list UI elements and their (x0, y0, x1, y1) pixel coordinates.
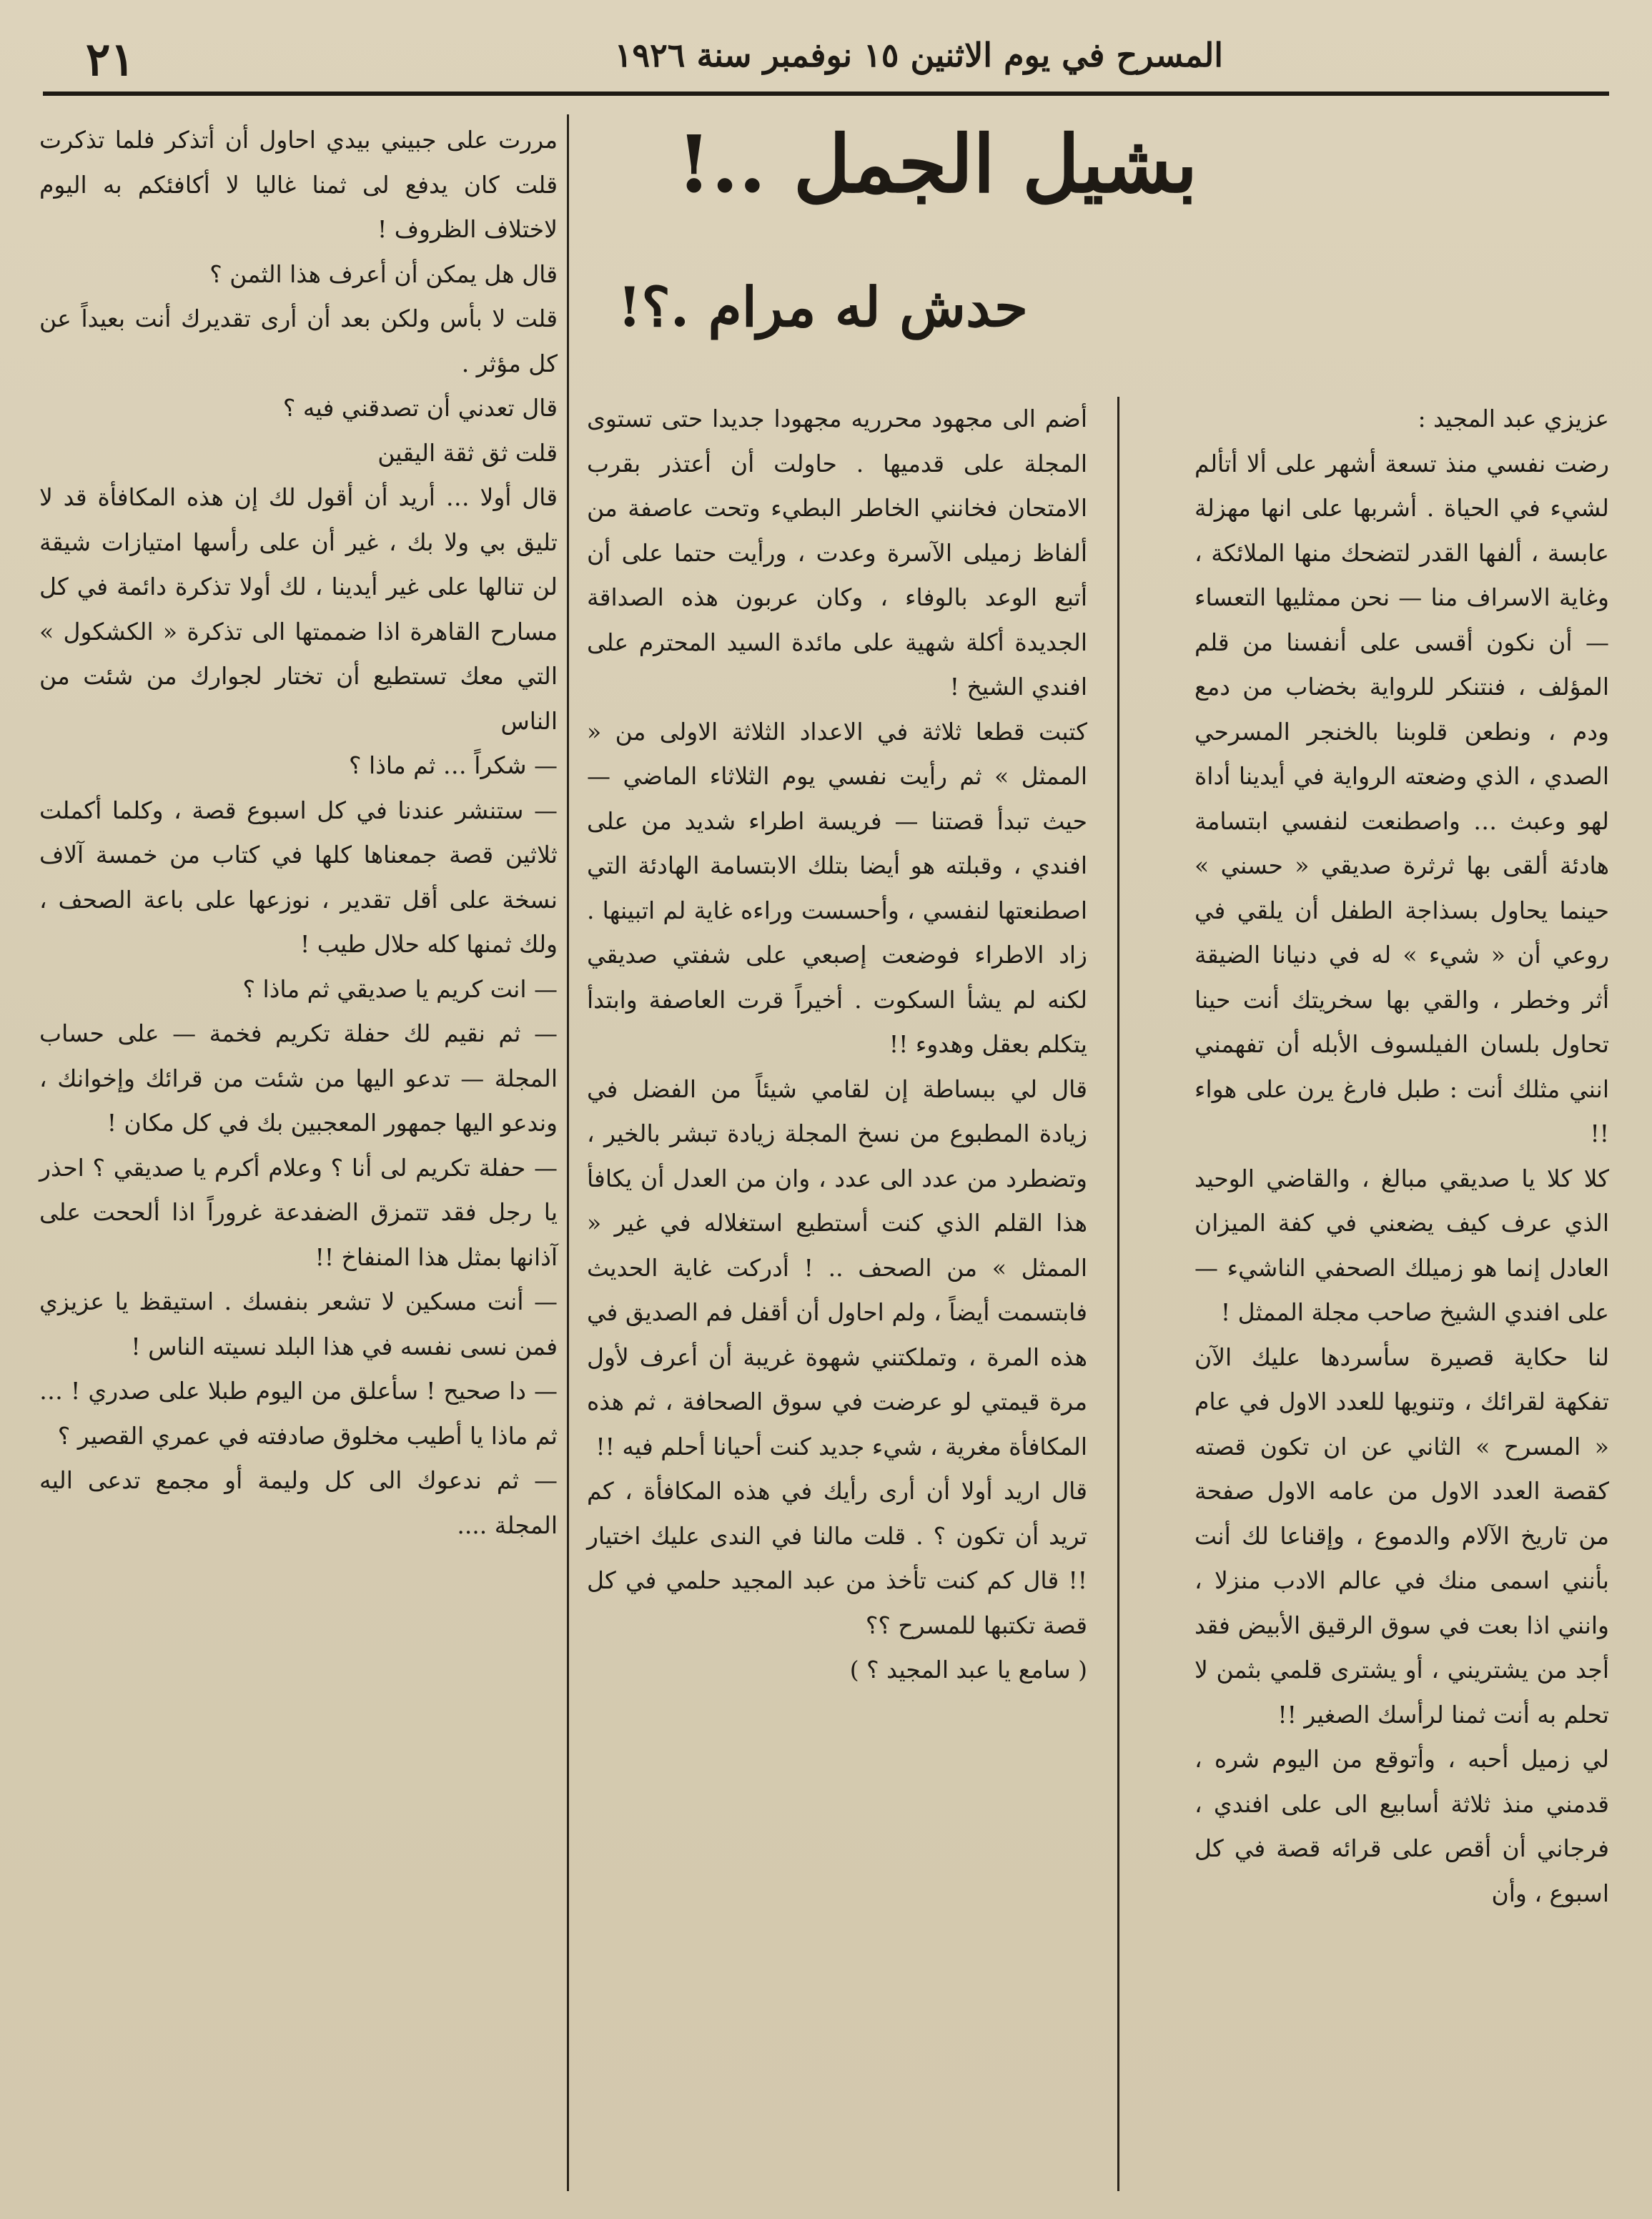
paragraph: قال هل يمكن أن أعرف هذا الثمن ؟ (209, 260, 558, 288)
paragraph: رضت نفسي منذ تسعة أشهر على ألا أتألم لشيء في الحياة . أشربها على انها مهزلة عابسة ، ألفها القدر لتضحك منها الملائكة ، وغاية الاسراف منا — نحن ممثليها التعساء — أن نكون أقسى على أنفسنا من قلم المؤلف ، فنتنكر للرواية بخضاب من دمع ودم ، ونطعن قلوبنا بالخنجر المسرحي الصدي ، الذي وضعته الرواية في أيدينا أداة لهو وعبث … واصطنعت لنفسي ابتسامة هادئة ألقى بها ثرثرة صديقي « حسني » حينما يحاول بسذاجة الطفل أن يلقي في روعي أن « شيء » له في دنيانا الضيقة أثر وخطر ، والقي بها سخريتك أنت حينا تحاول بلسان الفيلسوف الأبله أن تفهمني انني مثلك أنت : طبل فارغ يرن على هواء !! (1195, 449, 1609, 1147)
paragraph: — أنت مسكين لا تشعر بنفسك . استيقظ يا عزيزي فمن نسى نفسه في هذا البلد نسيته الناس ! (39, 1288, 558, 1360)
page-number: ٢١ (86, 33, 135, 87)
paragraph: كلا كلا يا صديقي مبالغ ، والقاضي الوحيد الذي عرف كيف يضعني في كفة الميزان العادل إنما هو زميلك الصحفي الناشيء — على افندي الشيخ صاحب مجلة الممثل ! (1195, 1164, 1609, 1326)
paragraph: قال أولا … أريد أن أقول لك إن هذه المكافأة قد لا تليق بي ولا بك ، غير أن على رأسها امتيازات شيقة لن تنالها على غير أيدينا ، لك أولا تذكرة دائمة في كل مسارح القاهرة اذا ضممتها الى تذكرة « الكشكول » التي معك تستطيع أن تختار لجوارك من شئت من الناس (39, 483, 558, 735)
article-subtitle: حدش له مرام .؟! (618, 275, 1028, 339)
column-divider (567, 114, 569, 2191)
page-header (43, 29, 1609, 86)
paragraph: — دا صحيح ! سأعلق من اليوم طبلا على صدري ! … ثم ماذا يا أطيب مخلوق صادفته في عمري القصير ؟ (39, 1377, 558, 1450)
paragraph: قال تعدني أن تصدقني فيه ؟ (282, 394, 558, 422)
column-divider (1117, 397, 1119, 2191)
paragraph: — ثم ندعوك الى كل وليمة أو مجمع تدعى اليه المجلة .... (39, 1466, 558, 1539)
paragraph: كتبت قطعا ثلاثة في الاعداد الثلاثة الاولى من « الممثل » ثم رأيت نفسي يوم الثلاثاء الماضي — حيث تبدأ قصتنا — فريسة اطراء شديد من على افندي ، وقبلته هو أيضا بتلك الابتسامة الهادئة التي اصطنعتها لنفسي ، وأحسست وراءه غاية لم اتبينها . زاد الاطراء فوضعت إصبعي على شفتي صديقي لكنه لم يشأ السكوت . أخيراً قرت العاصفة وابتدأ يتكلم بعقل وهدوء !! (587, 717, 1087, 1058)
paragraph: — حفلة تكريم لى أنا ؟ وعلام أكرم يا صديقي ؟ احذر يا رجل فقد تتمزق الضفدعة غروراً اذا ألححت على آذانها بمثل هذا المنفاخ !! (39, 1153, 558, 1271)
header-rule (43, 92, 1609, 96)
paragraph: أضم الى مجهود محرريه مجهودا جديدا حتى تستوى المجلة على قدميها . حاولت أن أعتذر بقرب الامتحان فخانني الخاطر البطيء وتحت عاصفة من ألفاظ زميلى الآسرة وعدت ، ورأيت حتما على أن أتبع الوعد بالوفاء ، وكان عربون هذه الصداقة الجديدة أكلة شهية على مائدة السيد المحترم على افندي الشيخ ! (587, 405, 1087, 701)
paragraph: قلت ثق ثقة اليقين (377, 438, 558, 467)
paragraph: قال اريد أولا أن أرى رأيك في هذه المكافأة ، كم تريد أن تكون ؟ . قلت مالنا في الندى عليك اختيار !! قال كم كنت تأخذ من عبد المجيد حلمي في كل قصة تكتبها للمسرح ؟؟ (587, 1477, 1087, 1639)
paragraph: قال لي ببساطة إن لقامي شيئاً من الفضل في زيادة المطبوع من نسخ المجلة زيادة تبشر بالخير ، وتضطرد من عدد الى عدد ، وان من العدل أن يكافأ هذا القلم الذي كنت أستطيع استغلاله في غير « الممثل » من الصحف .. ! أدركت غاية الحديث فابتسمت أيضاً ، ولم احاول أن أقفل فم الصديق في هذه المرة ، وتملكتني شهوة غريبة أن أعرف لأول مرة قيمتي لو عرضت في سوق الصحافة ، ثم هذه المكافأة مغرية ، شيء جديد كنت أحيانا أحلم فيه !! (587, 1074, 1087, 1461)
running-head: المسرح في يوم الاثنين ١٥ نوفمبر سنة ١٩٢٦ (614, 36, 1223, 74)
paragraph: عزيزي عبد المجيد : (1418, 405, 1609, 433)
article-title: بشيل الجمل ..! (676, 118, 1198, 210)
column-left (39, 118, 558, 1548)
column-middle (587, 397, 1087, 1693)
paragraph: لنا حكاية قصيرة سأسردها عليك الآن تفكهة لقرائك ، وتنويها للعدد الاول في عام « المسرح » الثاني عن ان تكون قصته كقصة العدد الاول من عامه الاول صفحة من تاريخ الآلام والدموع ، وإقناعا لك أنت بأنني اسمى منك في عالم الادب منزلا ، وانني اذا بعت في سوق الرقيق الأبيض فقد أجد من يشتريني ، أو يشترى قلمي بثمن لا تحلم به أنت ثمنا لرأسك الصغير !! (1195, 1343, 1609, 1729)
paragraph: — ثم نقيم لك حفلة تكريم فخمة — على حساب المجلة — تدعو اليها من شئت من قرائك وإخوانك ، وندعو اليها جمهور المعجبين بك في كل مكان ! (39, 1019, 558, 1137)
column-right (1195, 397, 1609, 1916)
paragraph: ( سامع يا عبد المجيد ؟ ) (849, 1656, 1087, 1684)
paragraph: — شكراً … ثم ماذا ؟ (349, 751, 558, 779)
paragraph: — ستنشر عندنا في كل اسبوع قصة ، وكلما أكملت ثلاثين قصة جمعناها كلها في كتاب من خمسة آلاف نسخة على أقل تقدير ، نوزعها على باعة الصحف ، ولك ثمنها كله حلال طيب ! (39, 796, 558, 958)
paragraph: قلت لا بأس ولكن بعد أن أرى تقديرك أنت بعيداً عن كل مؤثر . (39, 305, 558, 377)
paragraph: مررت على جبيني بيدي احاول أن أتذكر فلما تذكرت قلت كان يدفع لى ثمنا غاليا لا أكافئكم به اليوم لاختلاف الظروف ! (39, 126, 558, 243)
paragraph: — انت كريم يا صديقي ثم ماذا ؟ (242, 974, 558, 1003)
paragraph: لي زميل أحبه ، وأتوقع من اليوم شره ، قدمني منذ ثلاثة أسابيع الى على افندي ، فرجاني أن أقص على قرائه قصة في كل اسبوع ، وأن (1195, 1745, 1609, 1907)
